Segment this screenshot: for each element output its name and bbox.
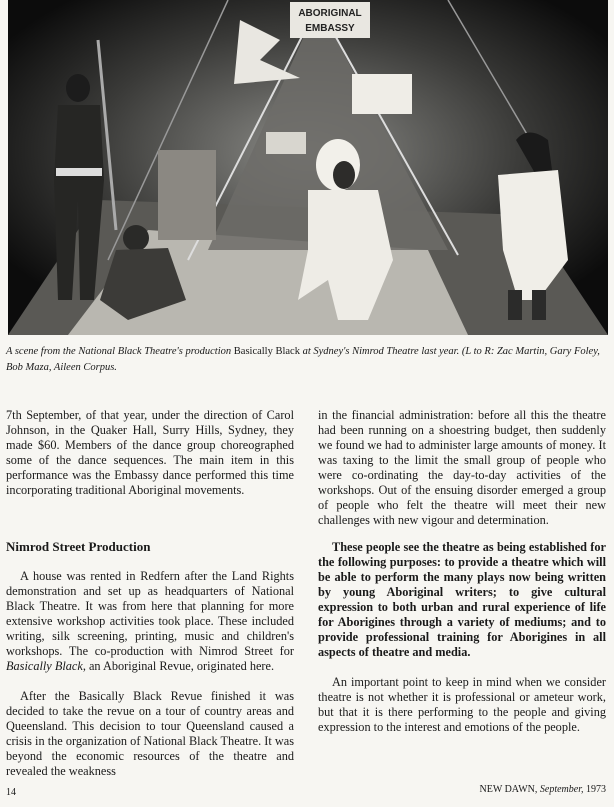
embassy-sign-line2: EMBASSY [305, 23, 355, 34]
right-column [318, 408, 606, 735]
section-heading: Nimrod Street Production [6, 539, 151, 554]
left-paragraph-2-end: , an Aboriginal Revue, originated here. [82, 659, 275, 673]
left-column [6, 408, 294, 779]
left-paragraph-2-title: Basically Black [6, 659, 83, 673]
right-paragraph-1: in the financial administration: before all this the theatre had been running on a shoestring budget, then suddenly we found we had to administer large amounts of money. It was taxing to the limit the small group of people who were co-ordinating the day-to-day activities of the workshops. Out of the ensuing disorder emerged a group of people who felt the theatre will meet their new challenges with new vigour and determination. [318, 408, 606, 527]
photo-caption [6, 344, 606, 376]
left-paragraph-1: 7th September, of that year, under the direction of Carol Johnson, in the Quaker Hall, Surry Hills, Sydney, they made $60. Members of the dance group choreographed some of the dance sequences. The main item in this performance was the Embassy dance performed this time incorporating traditional Aboriginal movements. [6, 408, 294, 497]
publication-footer [480, 784, 607, 795]
stage-scene-illustration [8, 0, 608, 335]
right-paragraph-3: An important point to keep in mind when we consider theatre is not whether it is professional or ameteur work, but that it is there performing to the people and giving expression to the interest and emotions of the people. [318, 675, 606, 734]
publication-month: September, [539, 784, 584, 795]
left-paragraph-2-text: A house was rented in Redfern after the Land Rights demonstration and set up as headquarters of National Black Theatre. It was from here that planning for more extensive workshop activities took place. These included writing, silk screening, printing, music and children's workshops. The co-production with Nimrod Street for [6, 569, 294, 658]
left-paragraph-3: After the Basically Black Revue finished it was decided to take the revue on a tour of country areas and Queensland. This decision to tour Queensland caused a crisis in the organization of National Black Theatre. It was beyond the economic resources of the theatre and revealed the weakness [6, 689, 294, 778]
embassy-sign-line1: ABORIGINAL [298, 8, 362, 19]
purposes-paragraph: These people see the theatre as being established for the following purposes: to provide a theatre which will be able to perform the many plays now being written by young Aboriginal writers; to give cultural expression to both urban and rural experience of life for Aborigines through a variety of mediums; and to provide professional training for Aborigines in all aspects of theatre and media. [318, 540, 606, 659]
caption-text-2: at Sydney's Nimrod Theatre last year. (L to R: Zac Martin, Gary Foley, Bob Maza, Aileen Corpus. [6, 346, 600, 373]
page-number: 14 [6, 787, 16, 798]
publication-year: 1973 [583, 784, 606, 795]
theatre-photo [8, 0, 608, 335]
caption-title: Basically Black [233, 346, 300, 357]
publication-name: NEW DAWN, [479, 784, 540, 795]
caption-text-1: A scene from the National Black Theatre's production [6, 346, 234, 357]
left-paragraph-2 [6, 569, 294, 674]
